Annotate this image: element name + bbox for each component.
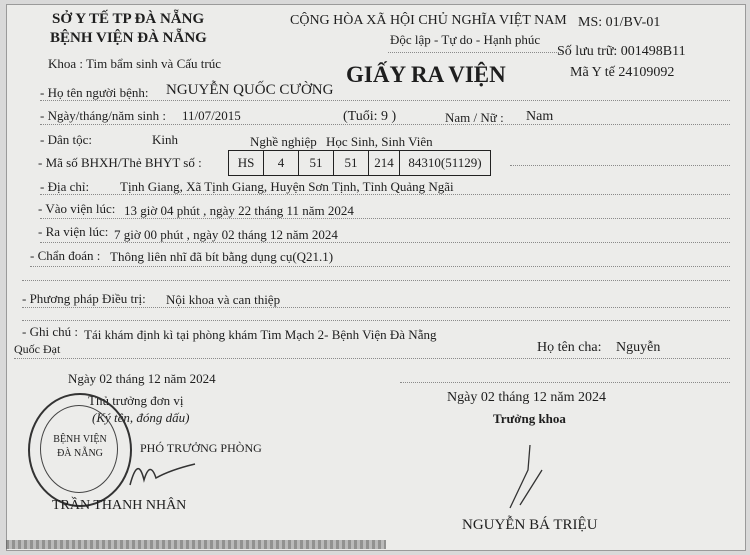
insurance-number-box — [228, 150, 491, 176]
left-signer-title: PHÓ TRƯỞNG PHÒNG — [140, 441, 262, 455]
insurance-cell: 51 — [334, 151, 369, 175]
department: Khoa : Tim bẩm sinh và Cấu trúc — [48, 56, 221, 71]
note: Tái khám định kì tại phòng khám Tim Mạch 2- Bệnh Viện Đà Nẵng — [84, 327, 437, 342]
dept-of-health: SỞ Y TẾ TP ĐÀ NẴNG — [52, 11, 205, 27]
insurance-label: - Mã số BHXH/Thẻ BHYT số : — [38, 155, 202, 170]
diagnosis: Thông liên nhĩ đã bít bằng dụng cụ(Q21.1) — [110, 249, 334, 264]
archive-number: Số lưu trữ: 001498B11 — [557, 44, 686, 59]
admission-time: 13 giờ 04 phút , ngày 22 tháng 11 năm 2024 — [124, 203, 354, 218]
right-signature-date: Ngày 02 tháng 12 năm 2024 — [447, 390, 607, 405]
insurance-cell: 4 — [264, 151, 299, 175]
father-label: Họ tên cha: — [537, 340, 602, 355]
right-signer-name: NGUYỄN BÁ TRIỆU — [462, 517, 598, 533]
sex-label: Nam / Nữ : — [445, 110, 504, 125]
discharge-label: - Ra viện lúc: — [38, 224, 109, 239]
occupation-label: Nghề nghiệp — [250, 134, 317, 149]
medical-id: Mã Y tế 24109092 — [570, 65, 675, 80]
left-signature-date: Ngày 02 tháng 12 năm 2024 — [68, 371, 216, 386]
dob: 11/07/2015 — [182, 108, 241, 123]
address-label: - Địa chỉ: — [40, 179, 90, 194]
right-signature — [500, 440, 560, 510]
left-signature-role: Thủ trưởng đơn vị — [88, 393, 184, 408]
ethnicity-label: - Dân tộc: — [40, 132, 92, 147]
sex: Nam — [526, 109, 554, 124]
motto: Độc lập - Tự do - Hạnh phúc — [390, 32, 541, 47]
form-code: MS: 01/BV-01 — [578, 15, 661, 30]
ethnicity: Kinh — [152, 132, 178, 147]
left-signature-instruction: (Ký tên, đóng dấu) — [92, 410, 190, 425]
scan-edge — [6, 540, 386, 549]
note-label: - Ghi chú : — [22, 324, 78, 339]
dob-label: - Ngày/tháng/năm sinh : — [40, 108, 167, 123]
insurance-cell: HS — [229, 151, 264, 175]
admission-label: - Vào viện lúc: — [38, 201, 116, 216]
treatment: Nội khoa và can thiệp — [166, 292, 281, 307]
treatment-label: - Phương pháp Điều trị: — [22, 291, 146, 306]
address: Tịnh Giang, Xã Tịnh Giang, Huyện Sơn Tịnh, Tỉnh Quảng Ngãi — [120, 179, 454, 194]
age: (Tuổi: 9 ) — [343, 109, 397, 124]
left-signature — [120, 450, 210, 490]
diagnosis-label: - Chẩn đoán : — [30, 248, 101, 263]
insurance-cell: 84310(51129) — [408, 155, 482, 170]
occupation: Học Sinh, Sinh Viên — [326, 134, 433, 149]
discharge-time: 7 giờ 00 phút , ngày 02 tháng 12 năm 2024 — [114, 227, 338, 242]
right-signature-role: Trưởng khoa — [493, 411, 566, 426]
father-rest-name: Quốc Đạt — [14, 342, 61, 356]
insurance-cell: 51 — [299, 151, 334, 175]
hospital-name: BỆNH VIỆN ĐÀ NẴNG — [50, 30, 207, 46]
document-title: GIẤY RA VIỆN — [346, 62, 506, 87]
republic-heading: CỘNG HÒA XÃ HỘI CHỦ NGHĨA VIỆT NAM — [290, 13, 567, 28]
insurance-cell: 214 — [369, 151, 400, 175]
patient-name: NGUYỄN QUỐC CƯỜNG — [166, 82, 334, 98]
patient-name-label: - Họ tên người bệnh: — [40, 85, 149, 100]
left-signer-name: TRẦN THANH NHÂN — [52, 498, 187, 513]
father-first-name: Nguyễn — [616, 340, 661, 355]
stamp-text: BỆNH VIỆN ĐÀ NẴNG — [53, 434, 107, 459]
